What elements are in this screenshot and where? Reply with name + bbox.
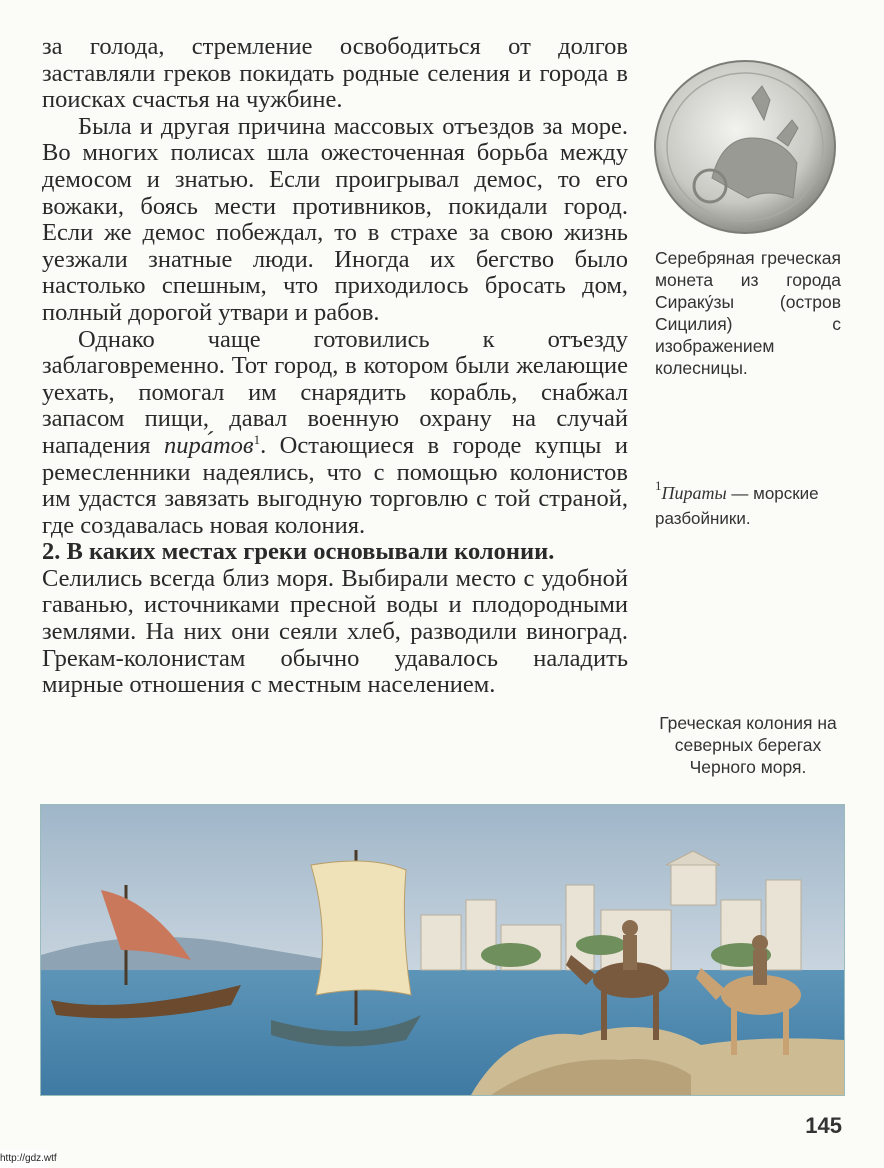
coin-caption: Серебряная греческая монета из города Сираку́зы (остров Сицилия) с изображением колесницы. bbox=[655, 248, 841, 378]
footnote-definition: — морские разбойники. bbox=[655, 484, 819, 528]
footnote bbox=[655, 478, 841, 531]
colony-caption: Греческая колония на северных берегах Черного моря. bbox=[659, 713, 837, 777]
section-heading: 2. В каких местах греки основывали колонии. bbox=[42, 538, 555, 566]
paragraph-4: Селились всегда близ моря. Выбирали место с удобной гаванью, источниками пресной воды и плодородными землями. На них они сеяли хлеб, разводили виноград. Грекам-колонистам обычно удавалось наладить мирные отношения с местным населением. bbox=[42, 564, 628, 699]
paragraph-3-end: . Остающиеся в городе купцы и ремесленники надеялись, что с помощью колонистов им удастся завязать выгодную торговлю с той страной, где создавалась новая колония. bbox=[42, 431, 628, 539]
watermark: http://gdz.wtf bbox=[0, 1150, 48, 1168]
main-text bbox=[42, 34, 628, 699]
greek-colony-illustration bbox=[40, 804, 845, 1096]
paragraph-3 bbox=[42, 327, 628, 540]
paragraph-1: за голода, стремление освободиться от долгов заставляли греков покидать родные селения и города в поисках счастья на чужбине. bbox=[42, 33, 628, 114]
silver-coin-image bbox=[652, 58, 838, 236]
footnote-ref: 1 bbox=[253, 431, 261, 447]
footnote-term: Пираты bbox=[661, 483, 727, 503]
term-pirates: пира́тов bbox=[163, 431, 254, 459]
paragraph-2: Была и другая причина массовых отъездов за море. Во многих полисах шла ожесточенная борьба между демосом и знатью. Если проигрывал демос, то его вожаки, боясь мести противников, покидали город. Если же демос побеждал, то в страхе за свою жизнь уезжали знатные люди. Иногда их бегство было настолько спешным, что приходилось бросать дом, полный дорогой утвари и рабов. bbox=[42, 112, 628, 326]
page-number: 145 bbox=[805, 1113, 842, 1138]
footnote-number: 1 bbox=[655, 478, 662, 493]
paragraph-3-start: Однако чаще готовились к отъезду заблаговременно. Тот город, в котором были желающие уехать, помогал им снарядить корабль, снабжал запасом пищи, давал военную охрану на случай нападения bbox=[42, 325, 628, 459]
